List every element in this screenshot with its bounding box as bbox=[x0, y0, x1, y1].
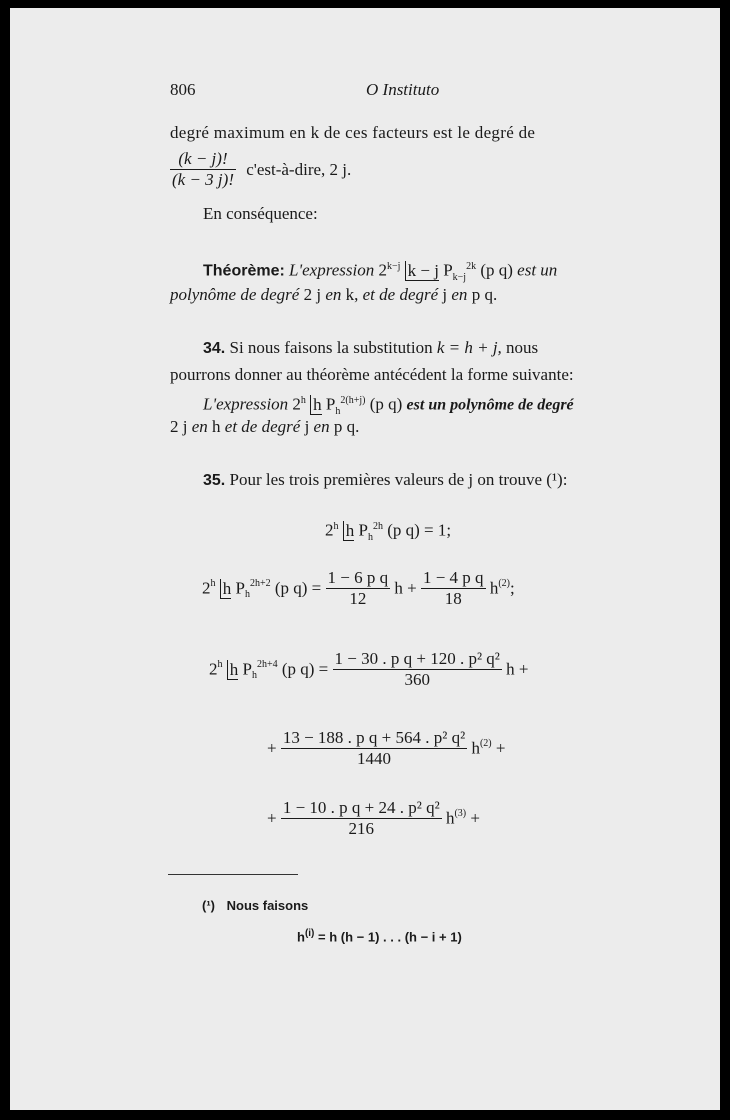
theorem-line-2 bbox=[170, 285, 497, 305]
eq-numerator: 1 − 30 . p q + 120 . p² q² bbox=[334, 649, 500, 668]
eq-fraction bbox=[421, 568, 486, 609]
section-math: h bbox=[310, 395, 322, 415]
theorem-math: k−j bbox=[452, 272, 467, 284]
section-math: p q. bbox=[333, 417, 360, 436]
eq-term: 2h+2 bbox=[249, 577, 271, 589]
equation-3 bbox=[209, 649, 529, 690]
footnote-formula bbox=[297, 928, 462, 944]
eq-term: 2h bbox=[372, 521, 383, 532]
footnote-intro bbox=[202, 898, 308, 913]
section-math: h bbox=[212, 417, 221, 436]
eq-denominator: 360 bbox=[333, 669, 502, 690]
eq-term: (3) bbox=[454, 807, 467, 819]
eq-term: h + bbox=[394, 578, 417, 598]
eq-term: ; bbox=[509, 578, 515, 598]
footnote-divider bbox=[168, 874, 298, 875]
section-math: (p q) bbox=[369, 394, 403, 414]
section-34-line-4 bbox=[170, 417, 359, 437]
eq-fraction bbox=[281, 798, 442, 839]
footnote-label: Nous faisons bbox=[226, 898, 309, 913]
eq-fraction bbox=[333, 649, 502, 690]
fraction-denominator: (k − 3 j)! bbox=[172, 170, 234, 189]
footnote-mark: (¹) bbox=[202, 898, 215, 913]
footnote-math: = h (h − 1) . . . (h − i + 1) bbox=[318, 929, 462, 945]
theorem-math: j bbox=[442, 285, 448, 304]
fraction-line bbox=[170, 149, 351, 190]
paragraph-line-1: degré maximum en k de ces facteurs est le degré de bbox=[170, 123, 536, 142]
factorial-fraction bbox=[170, 149, 236, 190]
eq-fraction bbox=[281, 728, 467, 769]
eq-term: + bbox=[495, 738, 506, 758]
section-text: en bbox=[313, 417, 330, 436]
theorem-line-1 bbox=[203, 257, 557, 288]
eq-term: (p q) = bbox=[274, 578, 322, 598]
eq-term: (2) bbox=[498, 577, 510, 589]
eq-term: P bbox=[242, 659, 252, 679]
section-number: 34. bbox=[203, 340, 226, 357]
theorem-math: P bbox=[443, 260, 453, 280]
eq-numerator: 1 − 4 p q bbox=[422, 568, 484, 587]
eq-numerator: 1 − 6 p q bbox=[327, 568, 389, 587]
theorem-math: p q. bbox=[471, 285, 498, 304]
eq-term: h + bbox=[506, 659, 529, 679]
cest-a-dire-text: c'est-à-dire, 2 j. bbox=[246, 159, 352, 179]
eq-term: (p q) = 1; bbox=[387, 520, 452, 540]
theorem-text: en bbox=[451, 285, 468, 304]
section-math: k = h + j, bbox=[436, 338, 502, 357]
section-number: 35. bbox=[203, 472, 226, 489]
theorem-label: Théorème: bbox=[203, 262, 285, 280]
theorem-text: et de degré bbox=[362, 285, 439, 304]
section-text: Si nous faisons la substitution bbox=[229, 338, 433, 357]
theorem-math: (p q) bbox=[480, 260, 513, 280]
theorem-text: est un bbox=[517, 260, 558, 280]
eq-term: h bbox=[445, 808, 455, 828]
journal-title: O Instituto bbox=[366, 80, 440, 99]
eq-denominator: 216 bbox=[281, 818, 442, 839]
section-math: 2 j bbox=[170, 417, 188, 436]
eq-term: h bbox=[471, 738, 480, 758]
eq-term: h bbox=[217, 658, 223, 670]
eq-term: (2) bbox=[479, 737, 492, 749]
section-math: 2(h+j) bbox=[340, 395, 366, 406]
paragraph-line-3: En conséquence: bbox=[203, 204, 318, 223]
eq-term: P bbox=[235, 578, 245, 598]
section-34-line-2: pourrons donner au théorème antécédent la forme suivante: bbox=[170, 365, 574, 384]
section-text: Pour les trois premières valeurs de j on trouve (¹): bbox=[229, 470, 568, 489]
eq-term: h bbox=[367, 532, 373, 544]
eq-term: 2 bbox=[202, 578, 211, 598]
eq-term: 2 bbox=[209, 659, 218, 679]
footnote-math: (i) bbox=[304, 928, 315, 939]
eq-term: h bbox=[227, 660, 239, 680]
section-text: L'expression bbox=[203, 394, 289, 414]
eq-term: 2 bbox=[325, 520, 334, 540]
theorem-text: polynôme de degré bbox=[170, 285, 300, 304]
equation-5 bbox=[267, 798, 480, 839]
section-text: en bbox=[191, 417, 208, 436]
eq-numerator: 1 − 10 . p q + 24 . p² q² bbox=[282, 798, 440, 817]
page bbox=[10, 8, 720, 1110]
eq-term: + bbox=[267, 808, 277, 828]
theorem-math: k−j bbox=[386, 261, 401, 272]
eq-term: h bbox=[343, 521, 355, 541]
section-math: h bbox=[300, 395, 306, 406]
section-text: nous bbox=[506, 338, 539, 357]
eq-term: h bbox=[220, 579, 232, 599]
eq-denominator: 1440 bbox=[281, 748, 467, 769]
eq-term: h bbox=[251, 669, 257, 681]
eq-term: (p q) = bbox=[281, 659, 329, 679]
footnote-math: h bbox=[297, 929, 305, 945]
eq-denominator: 18 bbox=[421, 588, 486, 609]
eq-term: + bbox=[267, 738, 277, 758]
equation-1 bbox=[325, 517, 451, 548]
theorem-math: k, bbox=[345, 285, 359, 304]
section-math: j bbox=[304, 417, 310, 436]
section-text: est un polynôme de degré bbox=[406, 396, 574, 414]
eq-numerator: 13 − 188 . p q + 564 . p² q² bbox=[282, 728, 466, 747]
eq-term: P bbox=[358, 520, 368, 540]
eq-fraction bbox=[326, 568, 391, 609]
equation-4 bbox=[267, 728, 505, 769]
theorem-math: 2 bbox=[378, 260, 387, 280]
page-number: 806 bbox=[170, 80, 196, 99]
eq-term: h bbox=[244, 588, 250, 600]
eq-term: + bbox=[470, 808, 480, 828]
theorem-math: k − j bbox=[405, 261, 439, 281]
eq-term: h bbox=[333, 521, 339, 532]
eq-term: 2h+4 bbox=[256, 658, 278, 670]
theorem-text: L'expression bbox=[289, 260, 375, 280]
section-math: h bbox=[335, 406, 341, 418]
section-math: 2 bbox=[292, 394, 301, 414]
section-35-line bbox=[203, 470, 567, 491]
fraction-numerator: (k − j)! bbox=[178, 149, 228, 168]
eq-denominator: 12 bbox=[326, 588, 391, 609]
theorem-text: en bbox=[325, 285, 342, 304]
equation-2 bbox=[202, 568, 515, 609]
section-text: et de degré bbox=[224, 417, 301, 436]
theorem-math: 2k bbox=[466, 261, 477, 272]
eq-term: h bbox=[489, 578, 499, 598]
section-math: P bbox=[325, 394, 336, 414]
theorem-math: 2 j bbox=[303, 285, 322, 304]
eq-term: h bbox=[210, 577, 216, 589]
section-34-line-1 bbox=[203, 338, 538, 359]
